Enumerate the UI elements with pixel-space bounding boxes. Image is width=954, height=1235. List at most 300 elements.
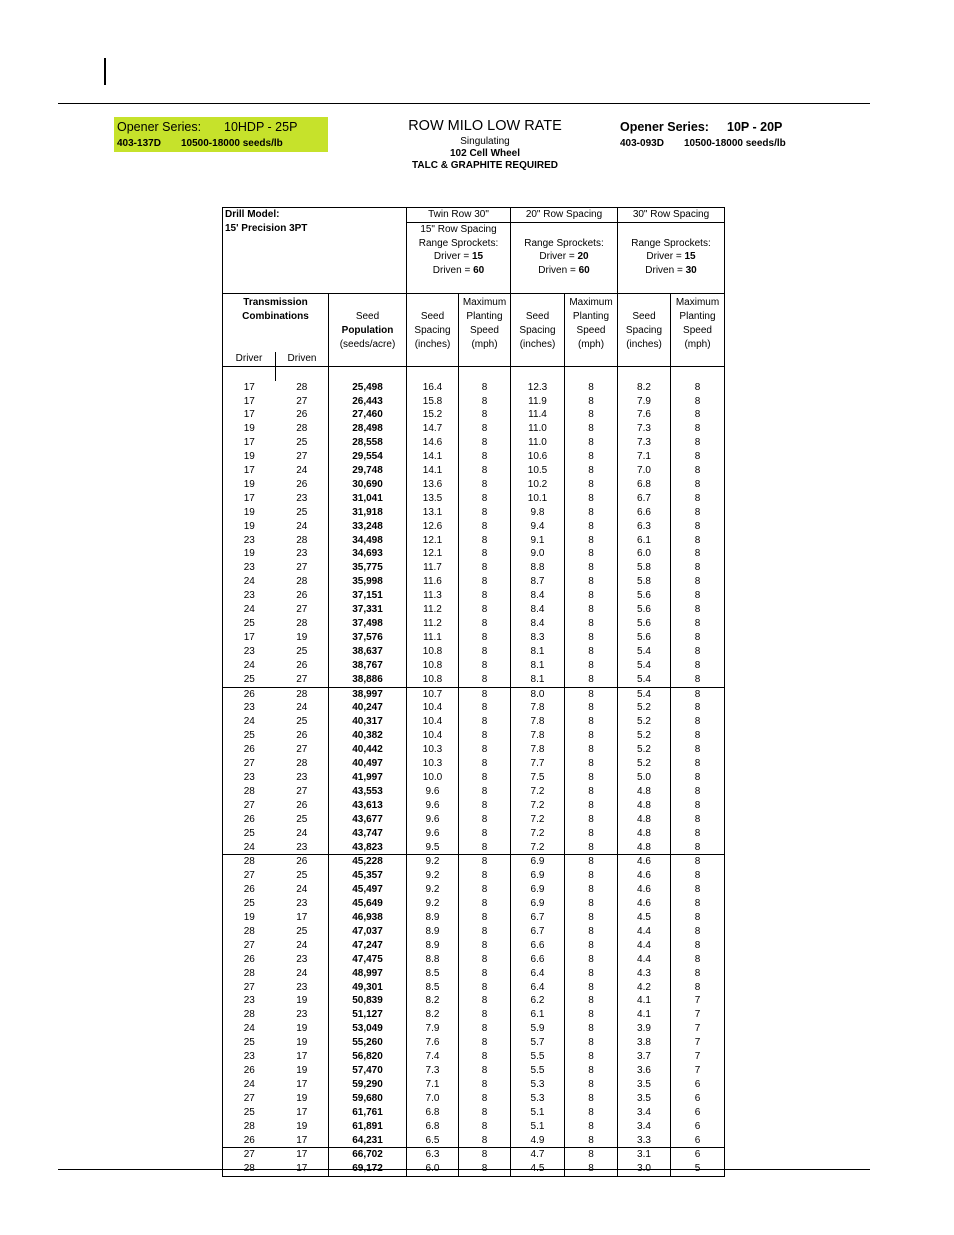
table-cell: 8 bbox=[565, 381, 618, 395]
table-cell: 8 bbox=[565, 869, 618, 883]
table-cell: 4.1 bbox=[618, 1008, 671, 1022]
table-cell: 8 bbox=[565, 785, 618, 799]
table-row bbox=[223, 659, 725, 673]
table-row bbox=[223, 883, 725, 897]
table-cell: 8.5 bbox=[407, 981, 459, 995]
table-cell: 8 bbox=[459, 813, 511, 827]
table-cell: 26 bbox=[223, 687, 276, 701]
table-cell: 23 bbox=[223, 1050, 276, 1064]
table-cell: 28 bbox=[276, 575, 329, 589]
spacing-header-twin: Seed Spacing (inches) bbox=[407, 293, 459, 352]
table-cell: 8 bbox=[565, 701, 618, 715]
table-cell: 7.5 bbox=[511, 771, 565, 785]
table-cell: 26 bbox=[276, 855, 329, 869]
table-cell: 28 bbox=[276, 687, 329, 701]
right-opener-part: 403-093D bbox=[620, 138, 664, 149]
table-cell: 28 bbox=[223, 967, 276, 981]
table-cell: 8 bbox=[671, 436, 725, 450]
table-cell: 8 bbox=[459, 1092, 511, 1106]
table-cell: 40,497 bbox=[329, 757, 407, 771]
table-cell: 25 bbox=[223, 1106, 276, 1120]
table-cell: 5.5 bbox=[511, 1050, 565, 1064]
table-cell: 6.3 bbox=[618, 520, 671, 534]
table-cell: 8 bbox=[459, 981, 511, 995]
table-cell: 8 bbox=[671, 813, 725, 827]
table-cell: 27 bbox=[276, 673, 329, 687]
table-cell: 27 bbox=[276, 603, 329, 617]
table-row bbox=[223, 785, 725, 799]
table-row bbox=[223, 408, 725, 422]
table-cell: 8.7 bbox=[511, 575, 565, 589]
spacing30-header: 30" Row Spacing bbox=[618, 208, 725, 223]
table-cell: 8 bbox=[459, 673, 511, 687]
right-opener-label: Opener Series: bbox=[620, 120, 709, 134]
table-cell: 55,260 bbox=[329, 1036, 407, 1050]
table-cell: 8 bbox=[459, 967, 511, 981]
table-cell: 8 bbox=[459, 506, 511, 520]
table-cell: 3.9 bbox=[618, 1022, 671, 1036]
table-cell: 23 bbox=[276, 897, 329, 911]
table-cell: 47,475 bbox=[329, 953, 407, 967]
table-cell: 45,497 bbox=[329, 883, 407, 897]
table-row bbox=[223, 1078, 725, 1092]
table-cell: 8 bbox=[459, 617, 511, 631]
table-cell: 4.7 bbox=[511, 1148, 565, 1162]
table-cell: 8 bbox=[565, 1078, 618, 1092]
table-cell: 25 bbox=[223, 673, 276, 687]
table-cell: 7.2 bbox=[511, 841, 565, 855]
table-cell: 27 bbox=[223, 1092, 276, 1106]
table-cell: 4.4 bbox=[618, 953, 671, 967]
table-cell: 8.0 bbox=[511, 687, 565, 701]
table-cell: 23 bbox=[223, 589, 276, 603]
table-cell: 8 bbox=[565, 687, 618, 701]
table-cell: 8 bbox=[671, 841, 725, 855]
table-cell: 8 bbox=[565, 673, 618, 687]
left-opener-part: 403-137D bbox=[117, 138, 161, 149]
table-cell: 8 bbox=[565, 1092, 618, 1106]
table-cell: 6.7 bbox=[618, 492, 671, 506]
table-cell: 12.1 bbox=[407, 534, 459, 548]
table-row bbox=[223, 395, 725, 409]
table-row bbox=[223, 757, 725, 771]
table-cell: 10.0 bbox=[407, 771, 459, 785]
table-cell: 7.8 bbox=[511, 743, 565, 757]
table-cell: 5.3 bbox=[511, 1078, 565, 1092]
table-row bbox=[223, 589, 725, 603]
table-cell: 27 bbox=[276, 561, 329, 575]
table-cell: 7.6 bbox=[618, 408, 671, 422]
right-opener-rate: 10500-18000 seeds/lb bbox=[684, 138, 786, 149]
table-cell: 13.5 bbox=[407, 492, 459, 506]
table-cell: 8 bbox=[565, 994, 618, 1008]
table-cell: 24 bbox=[223, 659, 276, 673]
table-cell: 28 bbox=[276, 617, 329, 631]
table-cell: 5 bbox=[671, 1162, 725, 1176]
table-cell: 8 bbox=[671, 715, 725, 729]
table-cell: 8 bbox=[459, 1008, 511, 1022]
table-cell: 53,049 bbox=[329, 1022, 407, 1036]
table-row bbox=[223, 547, 725, 561]
table-cell: 34,693 bbox=[329, 547, 407, 561]
table-cell: 24 bbox=[276, 520, 329, 534]
table-cell: 8 bbox=[565, 659, 618, 673]
table-cell: 9.5 bbox=[407, 841, 459, 855]
table-cell: 4.6 bbox=[618, 869, 671, 883]
table-cell: 5.2 bbox=[618, 701, 671, 715]
table-cell: 24 bbox=[276, 701, 329, 715]
table-cell: 26 bbox=[276, 408, 329, 422]
table-cell: 8 bbox=[671, 939, 725, 953]
table-cell: 25 bbox=[276, 869, 329, 883]
table-cell: 27 bbox=[223, 939, 276, 953]
table-cell: 8 bbox=[459, 547, 511, 561]
table-cell: 4.8 bbox=[618, 827, 671, 841]
table-cell: 13.1 bbox=[407, 506, 459, 520]
table-cell: 8 bbox=[459, 687, 511, 701]
table-cell: 4.6 bbox=[618, 897, 671, 911]
table-cell: 8 bbox=[565, 729, 618, 743]
table-cell: 25 bbox=[223, 617, 276, 631]
table-cell: 19 bbox=[223, 520, 276, 534]
table-cell: 10.8 bbox=[407, 659, 459, 673]
table-cell: 11.7 bbox=[407, 561, 459, 575]
table-row bbox=[223, 1008, 725, 1022]
table-cell: 8 bbox=[459, 1134, 511, 1148]
table-cell: 6 bbox=[671, 1106, 725, 1120]
table-cell: 6.0 bbox=[618, 547, 671, 561]
table-cell: 12.1 bbox=[407, 547, 459, 561]
table-cell: 8 bbox=[671, 953, 725, 967]
table-cell: 4.5 bbox=[511, 1162, 565, 1176]
table-cell: 17 bbox=[276, 1078, 329, 1092]
table-cell: 8 bbox=[459, 1050, 511, 1064]
table-cell: 8 bbox=[565, 450, 618, 464]
table-cell: 24 bbox=[223, 1078, 276, 1092]
table-cell: 6.7 bbox=[511, 911, 565, 925]
table-cell: 14.1 bbox=[407, 464, 459, 478]
table-cell: 26 bbox=[223, 883, 276, 897]
table-cell: 8 bbox=[671, 534, 725, 548]
table-cell: 8 bbox=[565, 547, 618, 561]
table-cell: 28 bbox=[223, 855, 276, 869]
table-row bbox=[223, 617, 725, 631]
table-cell: 4.3 bbox=[618, 967, 671, 981]
table-cell: 26,443 bbox=[329, 395, 407, 409]
table-row bbox=[223, 855, 725, 869]
table-cell: 8 bbox=[459, 464, 511, 478]
table-cell: 8 bbox=[565, 1036, 618, 1050]
table-cell: 4.6 bbox=[618, 855, 671, 869]
table-cell: 4.4 bbox=[618, 939, 671, 953]
table-cell: 24 bbox=[276, 939, 329, 953]
table-cell: 14.6 bbox=[407, 436, 459, 450]
table-cell: 11.6 bbox=[407, 575, 459, 589]
table-cell: 11.9 bbox=[511, 395, 565, 409]
table-cell: 8 bbox=[459, 771, 511, 785]
table-cell: 8 bbox=[459, 994, 511, 1008]
page-title: ROW MILO LOW RATE bbox=[408, 118, 562, 134]
table-cell: 27 bbox=[276, 743, 329, 757]
table-cell: 8 bbox=[459, 757, 511, 771]
table-cell: 46,938 bbox=[329, 911, 407, 925]
table-cell: 11.0 bbox=[511, 422, 565, 436]
table-cell: 24 bbox=[223, 715, 276, 729]
table-cell: 8 bbox=[565, 911, 618, 925]
table-cell: 27 bbox=[223, 1148, 276, 1162]
page-title-block bbox=[370, 118, 600, 171]
sprockets-30: Range Sprockets: Driver = 15 Driven = 30 bbox=[618, 237, 725, 294]
table-cell: 61,761 bbox=[329, 1106, 407, 1120]
table-cell: 28 bbox=[276, 381, 329, 395]
table-row bbox=[223, 1134, 725, 1148]
table-cell: 8 bbox=[565, 925, 618, 939]
table-cell: 23 bbox=[276, 981, 329, 995]
table-cell: 8.3 bbox=[511, 631, 565, 645]
table-cell: 7.2 bbox=[511, 827, 565, 841]
table-cell: 25 bbox=[276, 506, 329, 520]
table-cell: 8 bbox=[565, 799, 618, 813]
table-cell: 8 bbox=[671, 729, 725, 743]
table-cell: 19 bbox=[276, 1022, 329, 1036]
table-cell: 10.4 bbox=[407, 729, 459, 743]
table-cell: 23 bbox=[276, 953, 329, 967]
table-cell: 17 bbox=[276, 1162, 329, 1176]
table-cell: 8 bbox=[459, 520, 511, 534]
table-cell: 8 bbox=[459, 575, 511, 589]
table-cell: 6.6 bbox=[511, 939, 565, 953]
table-cell: 27 bbox=[276, 450, 329, 464]
table-cell: 31,918 bbox=[329, 506, 407, 520]
table-cell: 38,767 bbox=[329, 659, 407, 673]
table-cell: 6 bbox=[671, 1078, 725, 1092]
table-cell: 8 bbox=[671, 659, 725, 673]
table-cell: 57,470 bbox=[329, 1064, 407, 1078]
table-cell: 14.7 bbox=[407, 422, 459, 436]
table-cell: 17 bbox=[276, 1134, 329, 1148]
table-cell: 26 bbox=[223, 953, 276, 967]
table-cell: 19 bbox=[223, 506, 276, 520]
table-row bbox=[223, 1092, 725, 1106]
table-cell: 26 bbox=[223, 1064, 276, 1078]
table-cell: 5.6 bbox=[618, 603, 671, 617]
table-cell: 8.5 bbox=[407, 967, 459, 981]
table-cell: 10.3 bbox=[407, 757, 459, 771]
table-cell: 8 bbox=[459, 645, 511, 659]
table-cell: 24 bbox=[223, 841, 276, 855]
table-cell: 8 bbox=[671, 911, 725, 925]
table-cell: 10.1 bbox=[511, 492, 565, 506]
table-cell: 8 bbox=[671, 701, 725, 715]
table-cell: 9.1 bbox=[511, 534, 565, 548]
table-cell: 37,151 bbox=[329, 589, 407, 603]
table-cell: 19 bbox=[276, 1120, 329, 1134]
table-cell: 8 bbox=[459, 897, 511, 911]
table-cell: 27 bbox=[223, 869, 276, 883]
table-cell: 23 bbox=[276, 547, 329, 561]
table-cell: 8 bbox=[671, 450, 725, 464]
table-cell: 8 bbox=[459, 911, 511, 925]
table-cell: 27,460 bbox=[329, 408, 407, 422]
table-cell: 9.2 bbox=[407, 883, 459, 897]
table-cell: 7 bbox=[671, 1022, 725, 1036]
table-cell: 8 bbox=[671, 785, 725, 799]
driver-header: Driver bbox=[223, 352, 276, 366]
table-cell: 8 bbox=[565, 855, 618, 869]
table-cell: 26 bbox=[276, 799, 329, 813]
table-cell: 8 bbox=[459, 408, 511, 422]
table-cell: 19 bbox=[276, 1064, 329, 1078]
table-cell: 24 bbox=[276, 967, 329, 981]
table-cell: 45,649 bbox=[329, 897, 407, 911]
table-cell: 25 bbox=[276, 813, 329, 827]
table-cell: 4.4 bbox=[618, 925, 671, 939]
table-cell: 27 bbox=[223, 757, 276, 771]
table-cell: 17 bbox=[223, 492, 276, 506]
table-cell: 10.2 bbox=[511, 478, 565, 492]
table-cell: 8 bbox=[459, 1162, 511, 1176]
transmission-header: Transmission Combinations bbox=[223, 293, 329, 352]
table-row bbox=[223, 869, 725, 883]
table-cell: 11.2 bbox=[407, 603, 459, 617]
table-row bbox=[223, 939, 725, 953]
left-opener-series: 10HDP - 25P bbox=[224, 120, 298, 134]
table-cell: 24 bbox=[223, 603, 276, 617]
table-row bbox=[223, 897, 725, 911]
table-cell: 8 bbox=[565, 981, 618, 995]
subtitle-singulating: Singulating bbox=[460, 136, 510, 147]
table-cell: 7.3 bbox=[407, 1064, 459, 1078]
table-cell: 25,498 bbox=[329, 381, 407, 395]
table-cell: 27 bbox=[276, 395, 329, 409]
table-cell: 8 bbox=[565, 1134, 618, 1148]
table-cell: 8 bbox=[459, 422, 511, 436]
table-cell: 7 bbox=[671, 1064, 725, 1078]
table-cell: 8 bbox=[459, 1064, 511, 1078]
spacing20-header: 20" Row Spacing bbox=[511, 208, 618, 223]
table-cell: 50,839 bbox=[329, 994, 407, 1008]
table-cell: 7.2 bbox=[511, 813, 565, 827]
table-cell: 37,331 bbox=[329, 603, 407, 617]
table-row bbox=[223, 1120, 725, 1134]
table-cell: 17 bbox=[223, 436, 276, 450]
table-cell: 59,290 bbox=[329, 1078, 407, 1092]
table-cell: 8.1 bbox=[511, 673, 565, 687]
table-row bbox=[223, 799, 725, 813]
table-cell: 66,702 bbox=[329, 1148, 407, 1162]
table-cell: 7 bbox=[671, 1050, 725, 1064]
table-row bbox=[223, 813, 725, 827]
table-cell: 7.0 bbox=[407, 1092, 459, 1106]
driven-header: Driven bbox=[276, 352, 329, 366]
table-cell: 8 bbox=[459, 603, 511, 617]
table-row bbox=[223, 925, 725, 939]
table-cell: 6 bbox=[671, 1148, 725, 1162]
table-cell: 7.3 bbox=[618, 436, 671, 450]
table-cell: 28 bbox=[223, 1162, 276, 1176]
table-row bbox=[223, 381, 725, 395]
table-cell: 8 bbox=[459, 395, 511, 409]
table-cell: 6.9 bbox=[511, 897, 565, 911]
table-cell: 8 bbox=[565, 506, 618, 520]
table-cell: 4.5 bbox=[618, 911, 671, 925]
table-cell: 8 bbox=[565, 534, 618, 548]
table-cell: 8 bbox=[459, 827, 511, 841]
table-cell: 8 bbox=[565, 631, 618, 645]
table-cell: 17 bbox=[223, 408, 276, 422]
table-cell: 8 bbox=[459, 701, 511, 715]
table-cell: 17 bbox=[276, 1106, 329, 1120]
table-cell: 8.8 bbox=[407, 953, 459, 967]
table-cell: 6.9 bbox=[511, 869, 565, 883]
table-cell: 13.6 bbox=[407, 478, 459, 492]
table-cell: 7.9 bbox=[407, 1022, 459, 1036]
table-cell: 8 bbox=[565, 813, 618, 827]
table-cell: 8 bbox=[671, 547, 725, 561]
table-cell: 9.6 bbox=[407, 785, 459, 799]
table-cell: 40,442 bbox=[329, 743, 407, 757]
table-cell: 8 bbox=[671, 381, 725, 395]
table-cell: 6.0 bbox=[407, 1162, 459, 1176]
table-cell: 6.8 bbox=[407, 1106, 459, 1120]
table-cell: 17 bbox=[223, 631, 276, 645]
table-cell: 8 bbox=[671, 561, 725, 575]
subtitle-talc: TALC & GRAPHITE REQUIRED bbox=[412, 160, 558, 171]
left-opener-rate: 10500-18000 seeds/lb bbox=[181, 138, 283, 149]
table-cell: 10.8 bbox=[407, 645, 459, 659]
table-cell: 8 bbox=[565, 561, 618, 575]
table-row bbox=[223, 464, 725, 478]
table-cell: 23 bbox=[223, 645, 276, 659]
table-cell: 8 bbox=[671, 981, 725, 995]
table-cell: 7.4 bbox=[407, 1050, 459, 1064]
speed-header-twin: Maximum Planting Speed (mph) bbox=[459, 293, 511, 352]
table-cell: 45,357 bbox=[329, 869, 407, 883]
table-cell: 8.4 bbox=[511, 617, 565, 631]
table-cell: 3.4 bbox=[618, 1106, 671, 1120]
table-cell: 8 bbox=[671, 575, 725, 589]
table-cell: 8 bbox=[565, 492, 618, 506]
table-cell: 6.8 bbox=[407, 1120, 459, 1134]
table-cell: 8 bbox=[565, 771, 618, 785]
table-cell: 28 bbox=[223, 1120, 276, 1134]
table-cell: 35,998 bbox=[329, 575, 407, 589]
table-cell: 28 bbox=[223, 1008, 276, 1022]
table-cell: 8 bbox=[565, 395, 618, 409]
table-cell: 8 bbox=[671, 589, 725, 603]
table-cell: 26 bbox=[276, 589, 329, 603]
table-cell: 8 bbox=[459, 1106, 511, 1120]
table-cell: 7.7 bbox=[511, 757, 565, 771]
table-cell: 69,172 bbox=[329, 1162, 407, 1176]
table-row bbox=[223, 841, 725, 855]
table-cell: 8 bbox=[671, 478, 725, 492]
table-cell: 8 bbox=[671, 743, 725, 757]
table-cell: 8.9 bbox=[407, 911, 459, 925]
table-cell: 19 bbox=[276, 994, 329, 1008]
table-cell: 4.9 bbox=[511, 1134, 565, 1148]
table-cell: 8.2 bbox=[407, 994, 459, 1008]
table-cell: 26 bbox=[223, 1134, 276, 1148]
table-cell: 8 bbox=[671, 506, 725, 520]
table-cell: 8 bbox=[459, 450, 511, 464]
table-cell: 6.4 bbox=[511, 981, 565, 995]
table-cell: 8 bbox=[459, 436, 511, 450]
table-cell: 8 bbox=[565, 1148, 618, 1162]
table-cell: 11.2 bbox=[407, 617, 459, 631]
table-cell: 6.5 bbox=[407, 1134, 459, 1148]
table-cell: 25 bbox=[223, 827, 276, 841]
